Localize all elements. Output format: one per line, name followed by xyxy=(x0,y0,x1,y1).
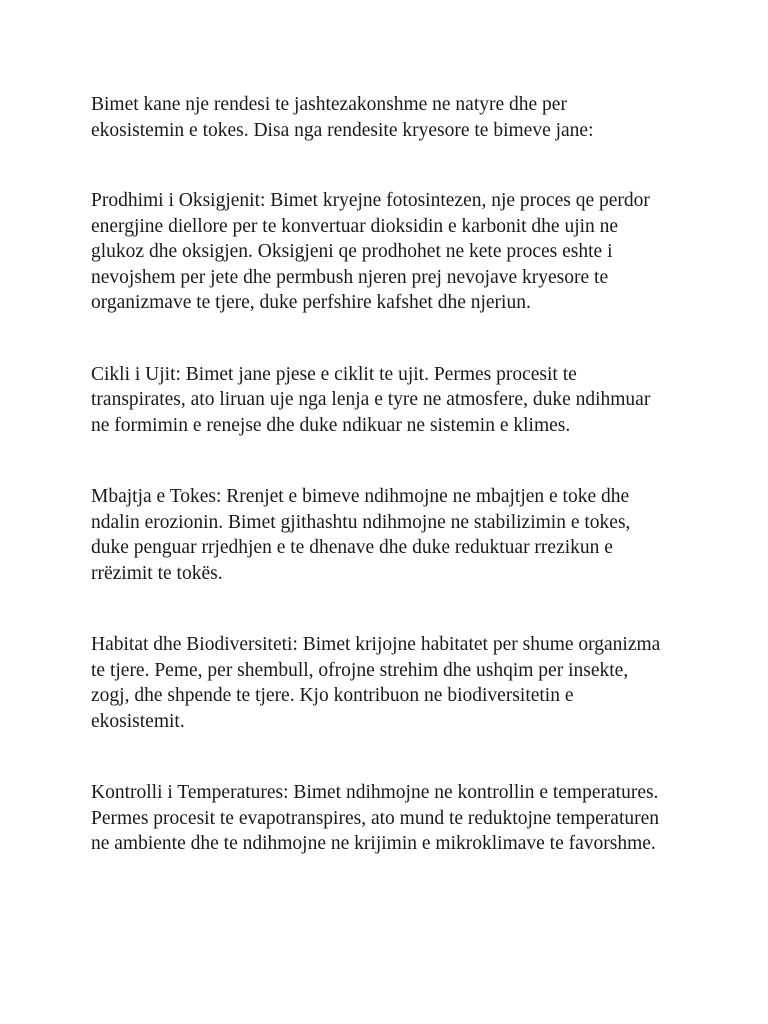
text-line: rrëzimit te tokës. xyxy=(91,562,223,584)
paragraph-temperature-control xyxy=(91,780,691,857)
text-line: Mbajtja e Tokes: Rrenjet e bimeve ndihmojne ne mbajtjen e toke dhe xyxy=(91,486,630,507)
text-line: energjine diellore per te konvertuar dioksidin e karbonit dhe ujin ne xyxy=(91,215,619,237)
paragraph-soil-retention xyxy=(91,484,691,586)
text-line: nevojshem per jete dhe permbush njeren prej nevojave kryesore te xyxy=(91,266,609,288)
paragraph-oxygen-production xyxy=(91,188,691,316)
paragraph-intro xyxy=(91,92,691,143)
text-line: Cikli i Ujit: Bimet jane pjese e ciklit te ujit. Permes procesit te xyxy=(91,363,577,385)
text-line: ne formimin e renejse dhe duke ndikuar ne sistemin e klimes. xyxy=(91,414,571,436)
text-line: transpirates, ato liruan uje nga lenja e tyre ne atmosfere, duke ndihmuar xyxy=(91,389,651,410)
text-line: duke penguar rrjedhjen e te dhenave dhe duke reduktuar rrezikun e xyxy=(91,537,613,558)
document-body xyxy=(91,92,691,903)
text-line: Permes procesit te evapotranspires, ato mund te reduktojne temperaturen xyxy=(91,807,660,829)
text-line: ne ambiente dhe te ndihmojne ne krijimin e mikroklimave te favorshme. xyxy=(91,833,656,854)
text-line: Bimet kane nje rendesi te jashtezakonshme ne natyre dhe per xyxy=(91,94,567,115)
paragraph-water-cycle xyxy=(91,362,691,439)
text-line: Habitat dhe Biodiversiteti: Bimet krijojne habitatet per shume organizma xyxy=(91,634,661,655)
text-line: ndalin erozionin. Bimet gjithashtu ndihmojne ne stabilizimin e tokes, xyxy=(91,511,631,533)
paragraph-habitat-biodiversity xyxy=(91,632,691,734)
text-line: organizmave te tjere, duke perfshire kafshet dhe njeriun. xyxy=(91,292,531,313)
text-line: ekosistemit. xyxy=(91,710,185,732)
text-line: te tjere. Peme, per shembull, ofrojne strehim dhe ushqim per insekte, xyxy=(91,659,629,681)
text-line: glukoz dhe oksigjen. Oksigjeni qe prodhohet ne kete proces eshte i xyxy=(91,241,613,262)
text-line: Kontrolli i Temperatures: Bimet ndihmojne ne kontrollin e temperatures. xyxy=(91,782,659,803)
text-line: zogj, dhe shpende te tjere. Kjo kontribuon ne biodiversitetin e xyxy=(91,685,574,706)
text-line: Prodhimi i Oksigjenit: Bimet kryejne fotosintezen, nje proces qe perdor xyxy=(91,190,650,211)
text-line: ekosistemin e tokes. Disa nga rendesite kryesore te bimeve jane: xyxy=(91,119,594,141)
